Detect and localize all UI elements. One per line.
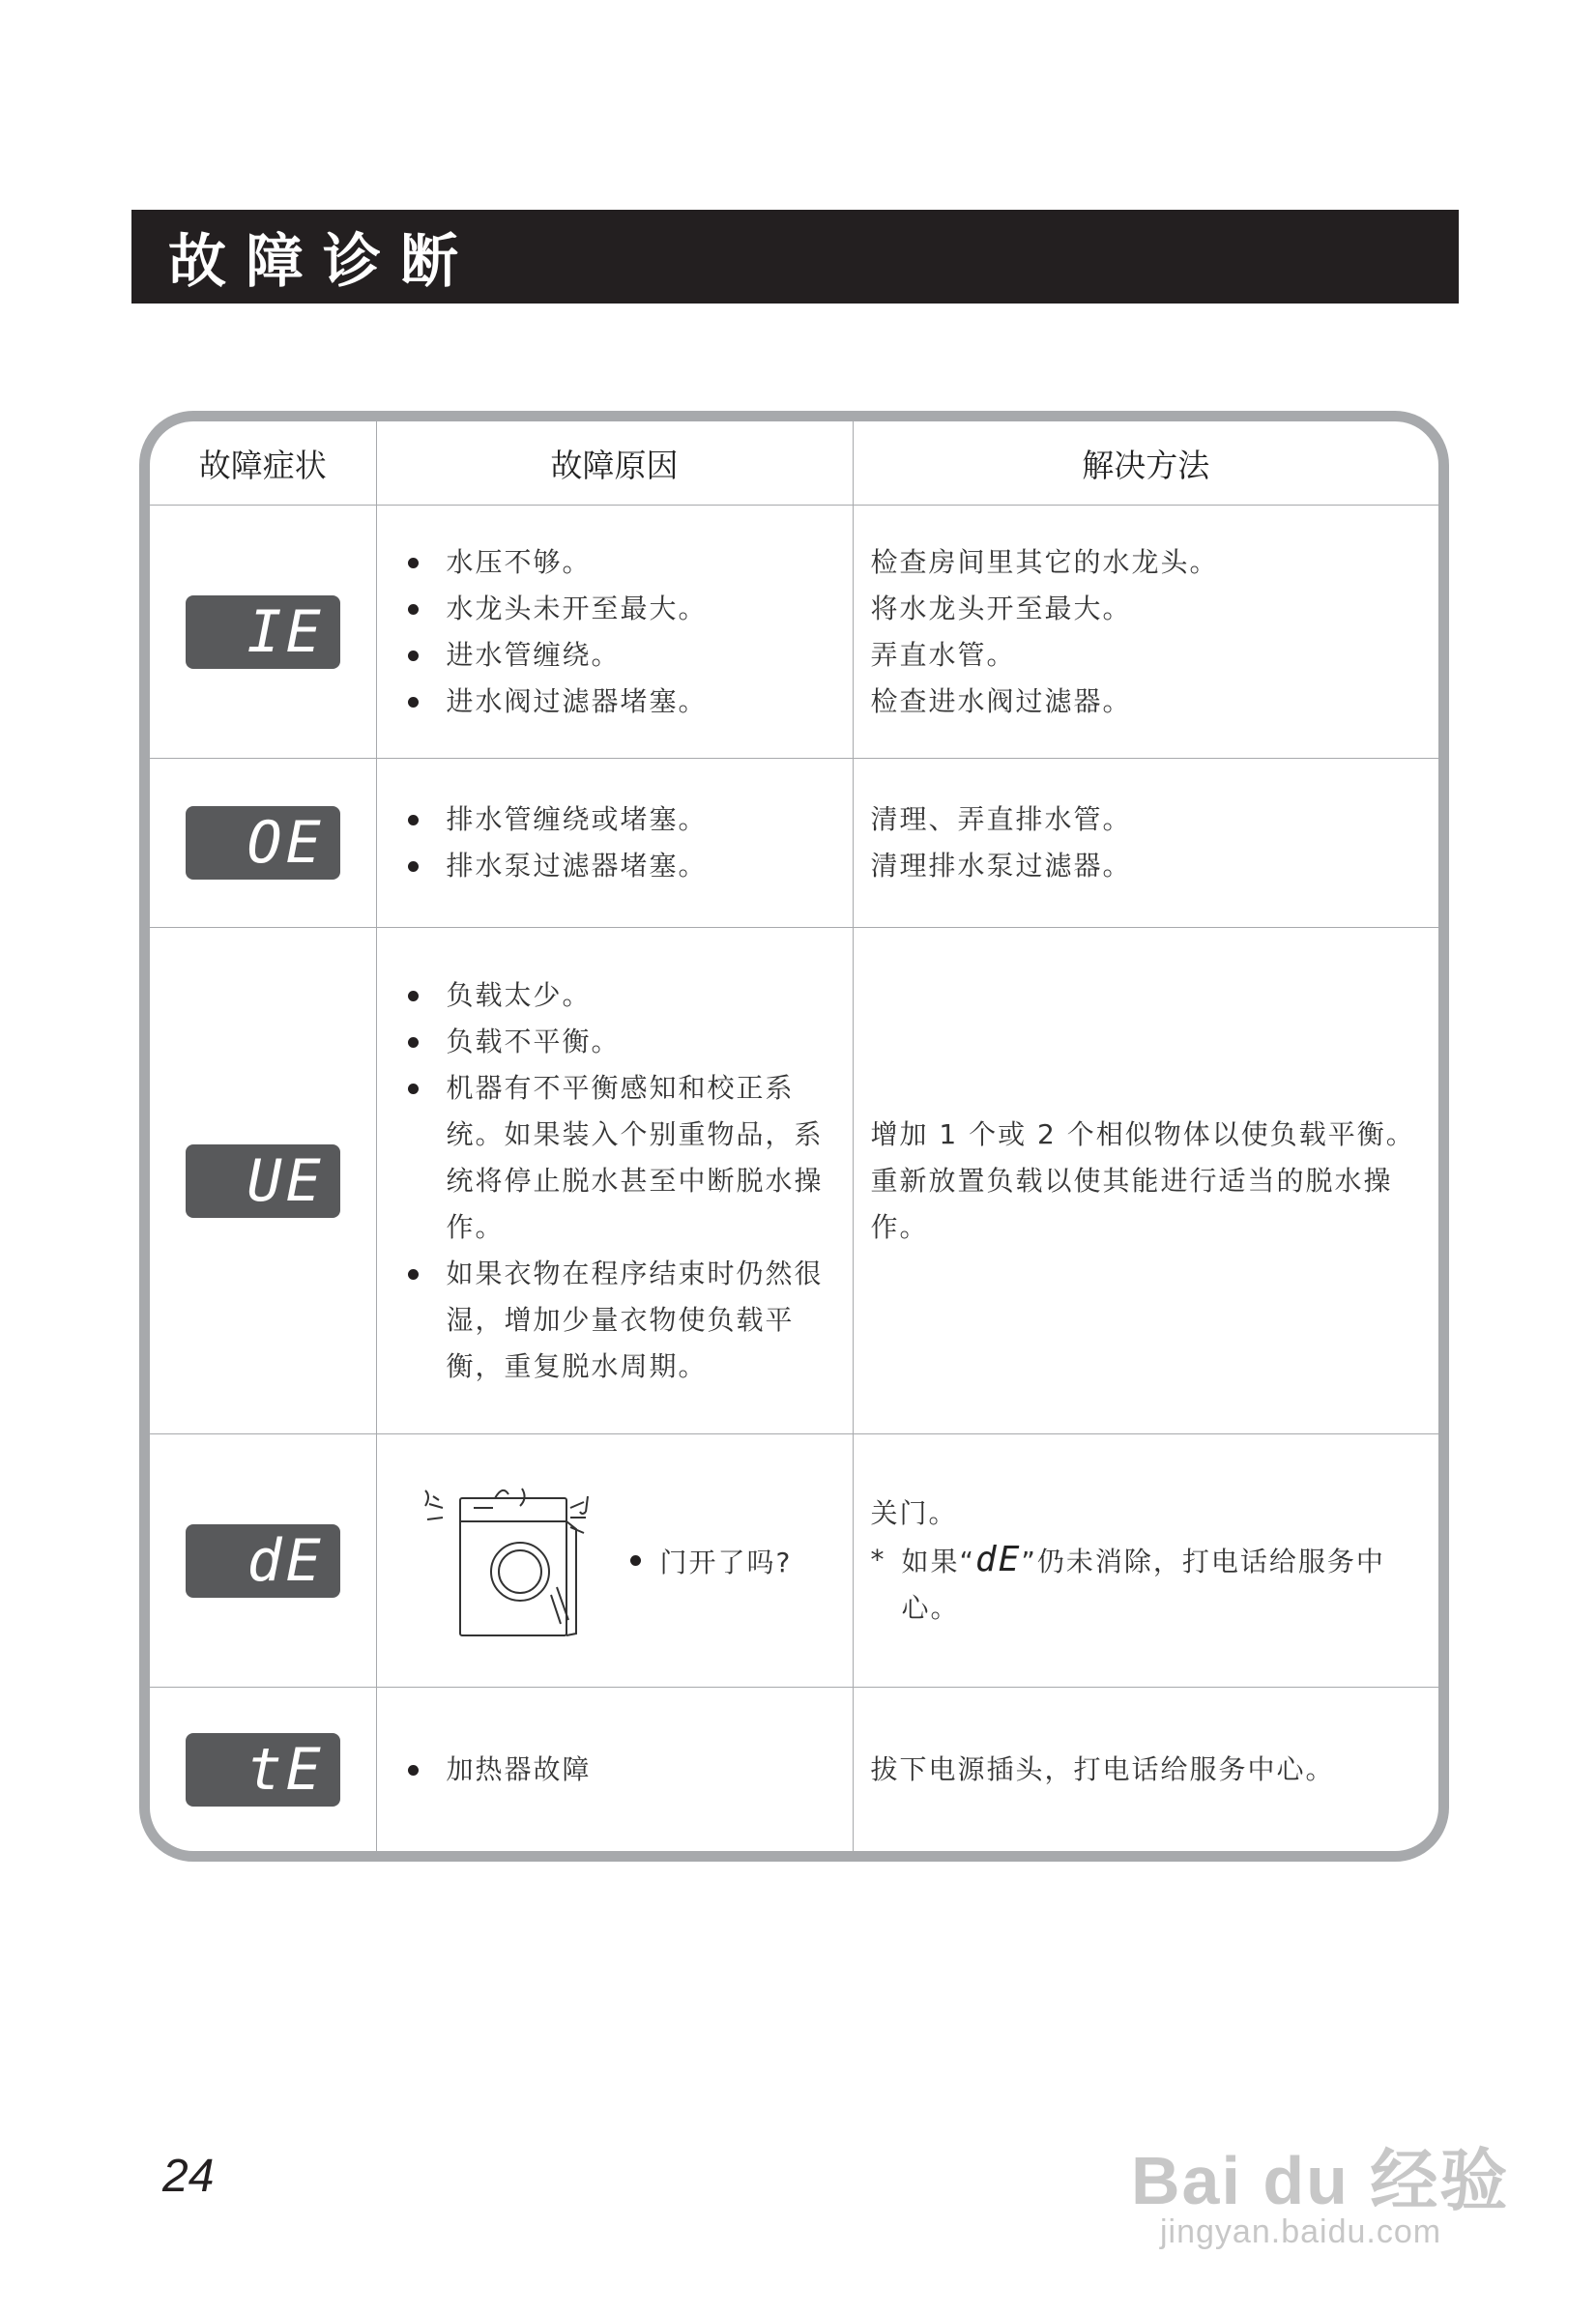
washing-machine-door-open-icon	[416, 1479, 609, 1643]
table-row	[150, 1434, 1438, 1688]
watermark-logo	[1131, 2097, 1518, 2262]
header-cause: 故障原因	[376, 421, 853, 506]
cause-cell	[376, 1434, 853, 1688]
symptom-cell	[150, 506, 376, 759]
solution-item: 拔下电源插头，打电话给服务中心。	[870, 1752, 1335, 1785]
symptom-cell	[150, 1688, 376, 1852]
cause-item: 负载太少。	[406, 972, 843, 1019]
cause-cell	[376, 928, 853, 1434]
solution-cell	[853, 1688, 1438, 1852]
page-title: 故障诊断	[168, 227, 478, 296]
error-code-display: dE	[186, 1524, 340, 1598]
cause-item: 水压不够。	[406, 539, 843, 586]
cause-item: 水龙头未开至最大。	[406, 586, 843, 632]
solution-item: 增加 1 个或 2 个相似物体以使负载平衡。重新放置负载以使其能进行适当的脱水操作。	[870, 1117, 1415, 1243]
asterisk-icon: *	[870, 1543, 886, 1576]
symptom-cell	[150, 759, 376, 928]
cause-item: 负载不平衡。	[406, 1019, 843, 1065]
solution-item: 清理排水泵过滤器。	[870, 850, 1132, 882]
bullet-icon	[630, 1555, 641, 1566]
symptom-cell	[150, 928, 376, 1434]
symptom-cell	[150, 1434, 376, 1688]
watermark-url: jingyan.baidu.com	[1160, 2213, 1442, 2250]
solution-cell	[853, 759, 1438, 928]
cause-item: 机器有不平衡感知和校正系统。如果装入个别重物品，系统将停止脱水甚至中断脱水操作。	[406, 1065, 843, 1251]
error-code-display: IE	[186, 595, 340, 669]
table-header-row	[150, 421, 1438, 506]
cause-cell	[376, 506, 853, 759]
cause-cell	[376, 759, 853, 928]
table-row	[150, 1688, 1438, 1852]
inline-error-code: dE	[975, 1539, 1022, 1579]
cause-item: 排水管缠绕或堵塞。	[406, 796, 843, 843]
cause-item: 排水泵过滤器堵塞。	[406, 843, 843, 889]
cause-item: 进水管缠绕。	[406, 632, 843, 679]
table-row	[150, 759, 1438, 928]
solution-item: 检查进水阀过滤器。	[870, 684, 1132, 717]
cause-cell	[376, 1688, 853, 1852]
cause-text: 门开了吗?	[659, 1546, 793, 1578]
cause-item: 加热器故障	[406, 1747, 843, 1793]
solution-note-prefix: 如果“	[901, 1545, 976, 1577]
page-title-bar	[131, 210, 1459, 304]
cause-item: 进水阀过滤器堵塞。	[406, 679, 843, 725]
solution-item: 将水龙头开至最大。	[870, 592, 1132, 624]
troubleshooting-table	[150, 421, 1438, 1851]
solution-item: 清理、弄直排水管。	[870, 803, 1132, 835]
solution-cell	[853, 928, 1438, 1434]
solution-cell	[853, 1434, 1438, 1688]
header-symptom: 故障症状	[150, 421, 376, 506]
solution-item: 关门。	[870, 1496, 958, 1529]
cause-item: 如果衣物在程序结束时仍然很湿，增加少量衣物使负载平衡，重复脱水周期。	[406, 1251, 843, 1390]
error-code-display: OE	[186, 806, 340, 880]
table-row	[150, 506, 1438, 759]
table-row	[150, 928, 1438, 1434]
solution-item: 检查房间里其它的水龙头。	[870, 545, 1219, 578]
solution-cell	[853, 506, 1438, 759]
troubleshooting-table-frame	[139, 411, 1449, 1862]
header-solution: 解决方法	[853, 421, 1438, 506]
solution-item: 弄直水管。	[870, 638, 1016, 671]
solution-note-suffix: ”仍未消除，打电话给服务中心。	[901, 1545, 1385, 1624]
solution-note	[871, 1537, 1430, 1632]
error-code-display: tE	[186, 1733, 340, 1807]
cause-item	[630, 1542, 793, 1580]
page-number: 24	[162, 2151, 215, 2202]
error-code-display: UE	[186, 1144, 340, 1218]
watermark-main: Bai du 经验	[1131, 2143, 1510, 2218]
